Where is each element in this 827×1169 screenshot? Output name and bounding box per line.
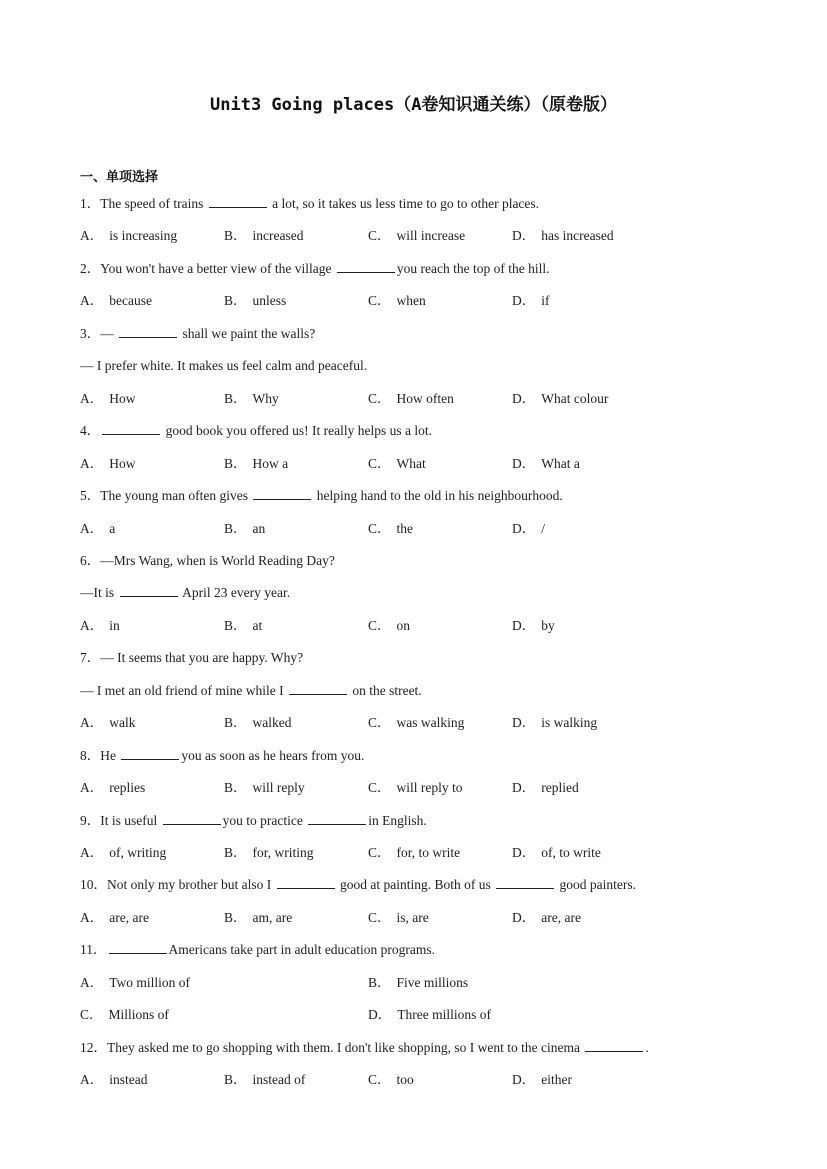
option-b[interactable]	[224, 779, 305, 797]
option-letter: C．	[368, 390, 391, 406]
option-text: walk	[109, 715, 136, 731]
option-b[interactable]	[224, 617, 262, 635]
option-d[interactable]	[512, 390, 608, 408]
stem-text: Americans take part in adult education programs.	[168, 942, 436, 958]
option-text: Millions of	[108, 1007, 169, 1023]
option-letter: A．	[80, 780, 104, 796]
question-stem	[80, 747, 364, 765]
option-text: for, writing	[252, 845, 314, 860]
option-text: either	[541, 1072, 572, 1088]
stem-text: The speed of trains	[100, 196, 207, 211]
option-letter: B．	[224, 293, 247, 309]
option-text: replies	[109, 780, 146, 796]
answer-blank	[308, 812, 366, 825]
option-text: will increase	[396, 228, 466, 244]
question-number: 12．	[80, 1039, 107, 1055]
option-a[interactable]	[80, 1071, 148, 1089]
option-text: Three millions of	[397, 1007, 491, 1023]
answer-blank	[119, 325, 177, 338]
option-a[interactable]	[80, 714, 136, 732]
option-a[interactable]	[80, 909, 149, 927]
option-a[interactable]	[80, 844, 166, 862]
stem-text: you reach the top of the hill.	[396, 260, 550, 276]
question-number: 1．	[80, 196, 101, 211]
option-b[interactable]	[224, 714, 292, 732]
option-text: /	[541, 520, 546, 536]
option-text: by	[541, 617, 555, 633]
option-text: How often	[396, 390, 454, 406]
option-letter: B．	[224, 909, 247, 925]
option-text: unless	[252, 293, 287, 309]
option-letter: B．	[224, 845, 247, 860]
option-letter: C．	[80, 1007, 103, 1023]
option-d[interactable]	[512, 844, 601, 862]
answer-blank	[209, 195, 267, 208]
option-d[interactable]	[512, 455, 580, 473]
stem-text: —Mrs Wang, when is World Reading Day?	[100, 552, 335, 568]
option-letter: C．	[368, 228, 391, 244]
question-number: 8．	[80, 747, 101, 763]
question-stem	[80, 325, 315, 343]
option-c[interactable]	[368, 844, 460, 862]
question-stem	[80, 682, 422, 700]
option-text: an	[252, 520, 266, 536]
option-letter: D．	[512, 455, 536, 471]
option-b[interactable]	[224, 455, 288, 473]
option-b[interactable]	[224, 520, 265, 538]
option-text: are, are	[109, 909, 149, 925]
option-text: is, are	[396, 909, 429, 925]
option-letter: A．	[80, 520, 104, 536]
option-c[interactable]	[368, 909, 429, 927]
option-letter: D．	[512, 293, 536, 309]
stem-text: —It is	[80, 585, 118, 601]
option-letter: B．	[368, 974, 391, 990]
option-letter: B．	[224, 617, 247, 633]
option-b[interactable]	[224, 844, 313, 862]
option-text: is walking	[541, 715, 598, 731]
option-c[interactable]	[368, 455, 426, 473]
option-letter: A．	[80, 293, 104, 309]
stem-text: — I met an old friend of mine while I	[80, 682, 287, 698]
option-letter: A．	[80, 228, 104, 244]
option-text: on	[396, 617, 411, 633]
option-letter: D．	[512, 909, 536, 925]
option-letter: C．	[368, 1072, 391, 1088]
option-c[interactable]	[368, 520, 413, 538]
option-text: has increased	[541, 228, 614, 244]
stem-text: It is useful	[100, 812, 161, 828]
option-letter: D．	[512, 1072, 536, 1088]
answer-blank	[163, 812, 221, 825]
option-text: a	[109, 520, 116, 536]
stem-text: The young man often gives	[100, 488, 252, 504]
option-c[interactable]	[368, 779, 463, 797]
question-number: 5．	[80, 488, 101, 504]
option-letter: B．	[224, 715, 247, 731]
option-letter: D．	[512, 845, 536, 860]
option-d[interactable]	[512, 909, 581, 927]
stem-text: in English.	[368, 812, 427, 828]
option-text: for, to write	[396, 845, 461, 860]
option-a[interactable]	[80, 779, 145, 797]
option-text: when	[396, 293, 426, 309]
option-letter: D．	[512, 390, 536, 406]
option-text: the	[396, 520, 414, 536]
option-b[interactable]	[224, 292, 286, 310]
stem-text: good book you offered us! It really helps us a lot.	[162, 423, 432, 439]
option-letter: B．	[224, 780, 247, 796]
option-text: How	[109, 455, 136, 471]
question-number: 9．	[80, 812, 101, 828]
option-letter: A．	[80, 909, 104, 925]
page-title: Unit3 Going places（A卷知识通关练）（原卷版）	[210, 95, 617, 115]
option-text: am, are	[252, 909, 293, 925]
stem-text: shall we paint the walls?	[179, 325, 316, 341]
option-letter: A．	[80, 617, 104, 633]
option-letter: C．	[368, 715, 391, 731]
option-text: Two million of	[109, 974, 191, 990]
option-letter: C．	[368, 909, 391, 925]
option-text: of, writing	[109, 845, 167, 860]
option-text: if	[541, 293, 550, 309]
stem-text: you to practice	[222, 812, 307, 828]
question-stem	[80, 260, 549, 278]
question-stem	[80, 649, 303, 667]
option-text: is increasing	[109, 228, 178, 244]
option-a[interactable]	[80, 455, 136, 473]
option-letter: C．	[368, 845, 391, 860]
option-d[interactable]	[512, 714, 597, 732]
option-text: Why	[252, 390, 279, 406]
question-number: 10．	[80, 877, 107, 893]
answer-blank	[585, 1039, 643, 1052]
answer-blank	[277, 876, 335, 889]
option-text: in	[109, 617, 120, 633]
option-d[interactable]	[512, 779, 579, 797]
stem-text: a lot, so it takes us less time to go to other places.	[268, 196, 540, 211]
option-text: at	[252, 617, 263, 633]
option-text: are, are	[541, 909, 581, 925]
question-stem	[80, 1039, 649, 1057]
stem-text: You won't have a better view of the village	[100, 260, 335, 276]
stem-text: Not only my brother but also I	[107, 877, 275, 893]
option-text: What	[396, 455, 426, 471]
stem-text: good at painting. Both of us	[336, 877, 495, 893]
option-a[interactable]	[80, 390, 136, 408]
option-d[interactable]	[368, 1006, 491, 1024]
question-stem	[80, 876, 636, 894]
question-number: 4．	[80, 423, 101, 439]
option-letter: D．	[512, 228, 536, 244]
option-letter: B．	[224, 520, 247, 536]
stem-text: —	[100, 325, 118, 341]
answer-blank	[109, 941, 167, 954]
option-d[interactable]	[512, 520, 545, 538]
option-letter: D．	[512, 715, 536, 731]
option-b[interactable]	[368, 974, 468, 992]
section-heading: 一、单项选择	[80, 170, 159, 185]
option-b[interactable]	[224, 227, 303, 245]
option-text: What colour	[541, 390, 609, 406]
option-text: of, to write	[541, 845, 601, 860]
option-c[interactable]	[368, 227, 465, 245]
option-text: What a	[541, 455, 580, 471]
stem-text: April 23 every year.	[179, 585, 291, 601]
option-c[interactable]	[368, 714, 464, 732]
question-number: 11．	[80, 942, 107, 958]
stem-text: He	[100, 747, 120, 763]
option-a[interactable]	[80, 520, 115, 538]
answer-blank	[496, 876, 554, 889]
answer-blank	[120, 584, 178, 597]
option-text: replied	[541, 780, 579, 796]
option-text: How a	[252, 455, 289, 471]
stem-text: good painters.	[556, 877, 636, 893]
stem-text: .	[645, 1039, 649, 1055]
option-letter: B．	[224, 1072, 247, 1088]
option-a[interactable]	[80, 974, 190, 992]
stem-text: you as soon as he hears from you.	[181, 747, 365, 763]
option-text: was walking	[396, 715, 465, 731]
option-text: instead of	[252, 1072, 306, 1088]
option-d[interactable]	[512, 292, 550, 310]
stem-text: on the street.	[348, 682, 422, 698]
option-text: because	[109, 293, 152, 309]
option-a[interactable]	[80, 227, 177, 245]
option-c[interactable]	[80, 1006, 169, 1024]
option-letter: A．	[80, 455, 104, 471]
option-d[interactable]	[512, 617, 555, 635]
option-d[interactable]	[512, 227, 614, 245]
option-letter: A．	[80, 715, 104, 731]
option-letter: D．	[512, 780, 536, 796]
option-text: will reply to	[396, 780, 463, 796]
option-letter: B．	[224, 390, 247, 406]
question-number: 2．	[80, 260, 101, 276]
stem-text: — I prefer white. It makes us feel calm and peaceful.	[80, 358, 368, 374]
option-c[interactable]	[368, 390, 454, 408]
question-stem	[80, 357, 367, 375]
question-stem	[80, 812, 427, 830]
option-letter: A．	[80, 974, 104, 990]
option-letter: D．	[512, 617, 536, 633]
stem-text: helping hand to the old in his neighbourhood.	[313, 488, 563, 504]
stem-text: — It seems that you are happy. Why?	[100, 650, 304, 666]
option-c[interactable]	[368, 617, 410, 635]
option-text: increased	[252, 228, 304, 244]
option-text: walked	[252, 715, 292, 731]
option-letter: C．	[368, 455, 391, 471]
question-number: 3．	[80, 325, 101, 341]
option-letter: A．	[80, 845, 104, 860]
option-text: too	[396, 1072, 414, 1088]
option-a[interactable]	[80, 292, 152, 310]
option-b[interactable]	[224, 390, 279, 408]
stem-text: They asked me to go shopping with them. I don't like shopping, so I went to the cinema	[107, 1039, 584, 1055]
question-stem	[80, 487, 563, 505]
question-stem	[80, 422, 432, 440]
option-c[interactable]	[368, 292, 426, 310]
option-b[interactable]	[224, 1071, 305, 1089]
option-text: Five millions	[396, 974, 469, 990]
option-letter: C．	[368, 293, 391, 309]
question-stem	[80, 941, 435, 959]
option-letter: B．	[224, 455, 247, 471]
option-b[interactable]	[224, 909, 292, 927]
option-letter: D．	[512, 520, 536, 536]
question-number: 6．	[80, 552, 101, 568]
option-letter: A．	[80, 1072, 104, 1088]
option-letter: C．	[368, 617, 391, 633]
answer-blank	[337, 260, 395, 273]
option-d[interactable]	[512, 1071, 572, 1089]
answer-blank	[289, 682, 347, 695]
question-number: 7．	[80, 650, 101, 666]
option-letter: A．	[80, 390, 104, 406]
question-stem	[80, 195, 539, 213]
answer-blank	[253, 487, 311, 500]
option-letter: D．	[368, 1007, 392, 1023]
question-stem	[80, 584, 290, 602]
option-letter: C．	[368, 780, 391, 796]
option-text: How	[109, 390, 136, 406]
answer-blank	[121, 747, 179, 760]
question-stem	[80, 552, 335, 570]
option-text: will reply	[252, 780, 305, 796]
option-letter: C．	[368, 520, 391, 536]
answer-blank	[102, 422, 160, 435]
option-text: instead	[109, 1072, 148, 1088]
option-letter: B．	[224, 228, 247, 244]
option-a[interactable]	[80, 617, 120, 635]
option-c[interactable]	[368, 1071, 414, 1089]
